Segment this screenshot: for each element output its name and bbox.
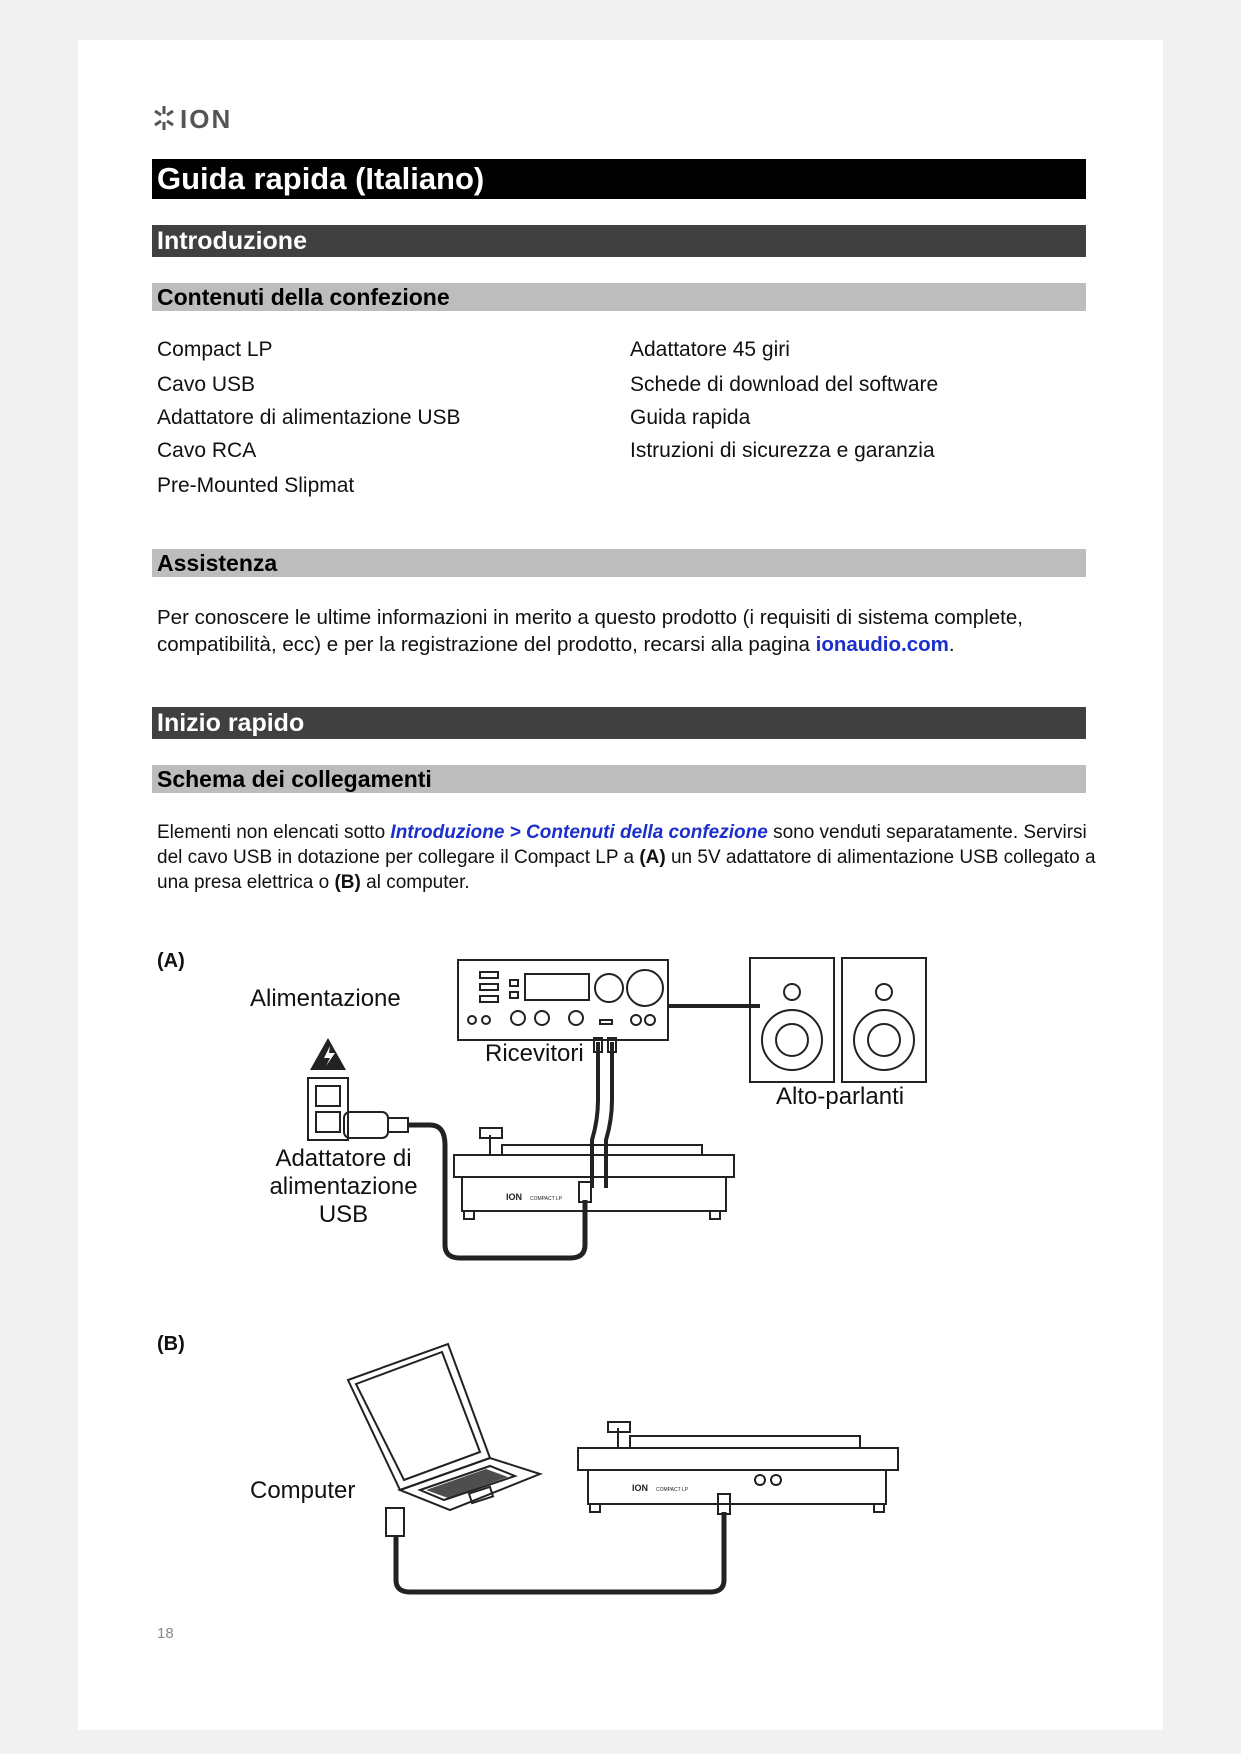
turntable-icon — [578, 1448, 898, 1470]
connection-diagram-b — [340, 1340, 900, 1600]
turntable-model: COMPACT LP — [530, 1196, 563, 1202]
label-alimentazione: Alimentazione — [250, 985, 401, 1012]
list-item: Schede di download del software — [630, 373, 939, 396]
label-line: alimentazione — [269, 1173, 418, 1200]
assistenza-paragraph — [157, 604, 1097, 658]
diagram-a-label: (A) — [157, 950, 185, 972]
diagram-b-label: (B) — [157, 1333, 185, 1355]
label-adattatore — [256, 1145, 431, 1229]
subsection-contenuti: Contenuti della confezione — [152, 283, 1086, 311]
label-ricevitori: Ricevitori — [485, 1040, 584, 1067]
usb-adapter-icon — [344, 1112, 388, 1138]
ion-logo — [152, 100, 252, 136]
list-item: Pre-Mounted Slipmat — [157, 474, 355, 497]
list-item: Cavo USB — [157, 373, 256, 396]
speaker-icon — [842, 958, 926, 1082]
warning-icon — [310, 1038, 346, 1070]
section-inizio-rapido: Inizio rapido — [152, 707, 1086, 739]
label-line: USB — [318, 1201, 369, 1228]
page-number: 18 — [157, 1625, 174, 1642]
ref-b: (B) — [334, 872, 361, 893]
section-introduzione: Introduzione — [152, 225, 1086, 257]
list-item: Compact LP — [157, 338, 273, 361]
contenuti-link[interactable]: Introduzione > Contenuti della confezione — [390, 822, 768, 843]
list-item: Guida rapida — [630, 406, 751, 429]
schema-paragraph — [157, 820, 1102, 895]
ionaudio-link[interactable]: ionaudio.com — [815, 633, 949, 656]
page-title: Guida rapida (Italiano) — [152, 159, 1086, 199]
turntable-logo: ION — [506, 1192, 523, 1202]
turntable-logo: ION — [632, 1483, 649, 1493]
schema-text: Elementi non elencati sotto — [157, 822, 391, 843]
speaker-icon — [750, 958, 834, 1082]
ref-a: (A) — [639, 847, 666, 868]
schema-text: al computer. — [360, 872, 470, 893]
list-item: Istruzioni di sicurezza e garanzia — [630, 439, 935, 462]
label-line: Adattatore di — [275, 1145, 412, 1172]
schema-text: un 5V adattatore di alimentazione USB collegato a una presa elettrica o — [157, 847, 1096, 893]
list-item: Adattatore di alimentazione USB — [157, 406, 461, 429]
list-item: Adattatore 45 giri — [630, 338, 790, 361]
label-computer: Computer — [250, 1477, 356, 1504]
assistenza-text-end: . — [948, 633, 955, 656]
schema-text: sono venduti separatamente. Servirsi del cavo USB in dotazione per collegare il Compact LP a — [157, 822, 1087, 868]
power-outlet-icon — [308, 1078, 348, 1140]
logo-text: ION — [180, 104, 233, 134]
subsection-schema: Schema dei collegamenti — [152, 765, 1086, 793]
assistenza-text: Per conoscere le ultime informazioni in merito a questo prodotto (i requisiti di sistema complete, compatibilità, ecc) e per la registrazione del prodotto, recarsi alla pagina — [157, 606, 1023, 656]
turntable-model: COMPACT LP — [656, 1487, 689, 1493]
subsection-assistenza: Assistenza — [152, 549, 1086, 577]
list-item: Cavo RCA — [157, 439, 257, 462]
laptop-icon — [348, 1344, 490, 1490]
label-alto-parlanti: Alto-parlanti — [776, 1083, 905, 1110]
